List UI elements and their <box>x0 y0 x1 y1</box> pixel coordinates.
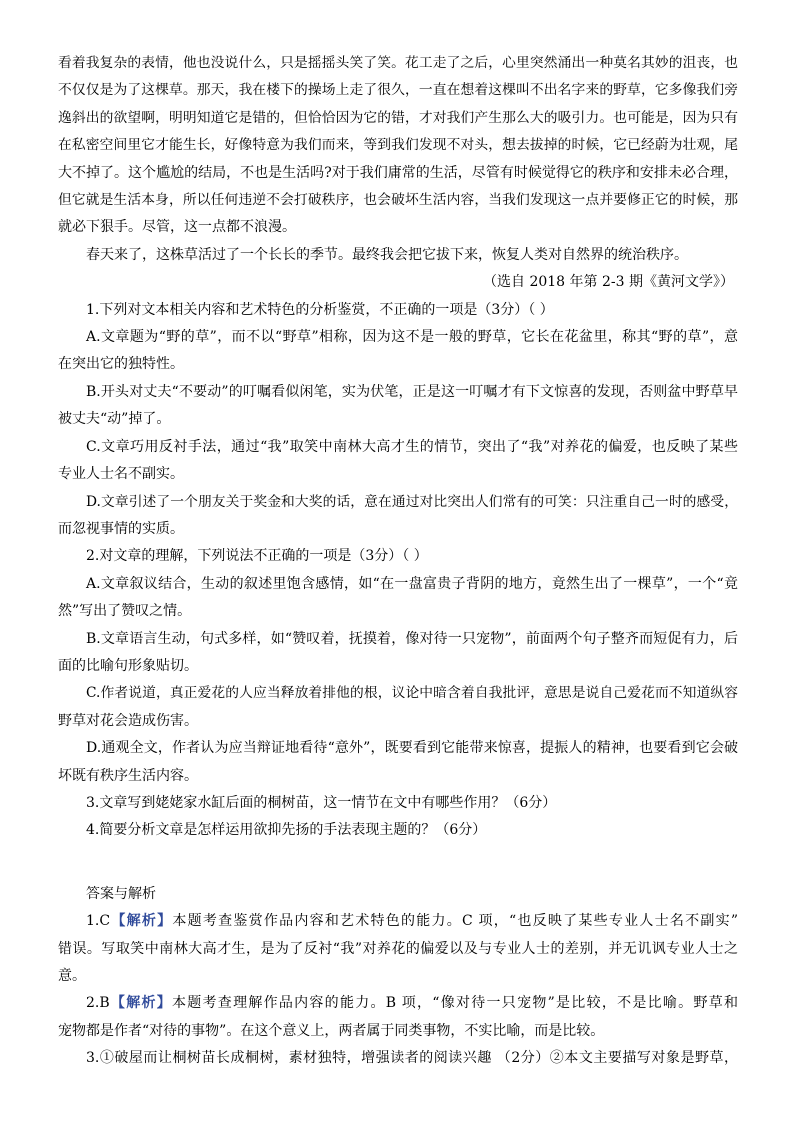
question-1-option-d: D.文章引述了一个朋友关于奖金和大奖的话，意在通过对比突出人们常有的可笑：只注重自己一时的感受， <box>86 493 738 510</box>
question-3: 3.文章写到姥姥家水缸后面的桐树苗，这一情节在文中有哪些作用？（6分） <box>86 794 557 811</box>
question-2-option-c: C.作者说道，真正爱花的人应当释放着排他的根，议论中暗含着自我批评，意思是说自己爱花而不知道纵容 <box>86 685 738 702</box>
question-1-option-b-cont: 被丈夫“动”掉了。 <box>58 411 171 428</box>
answer-1-cont: 意。 <box>58 968 86 984</box>
answer-1-text: 本题考查鉴赏作品内容和艺术特色的能力。C 项，“也反映了某些专业人士名不副实” <box>172 913 738 930</box>
analysis-tag: 【解析】 <box>109 995 172 1012</box>
question-4: 4.简要分析文章是怎样运用欲抑先扬的手法表现主题的？（6分） <box>86 822 487 839</box>
question-1-option-c: C.文章巧用反衬手法，通过“我”取笑中南林大高才生的情节，突出了“我”对养花的偏爱，也反映了某些 <box>86 438 738 455</box>
answer-1-number: 1.C <box>86 913 111 930</box>
question-2-option-d: D.通观全文，作者认为应当辩证地看待“意外”，既要看到它能带来惊喜，提振人的精神，也要看到它会破 <box>86 740 738 757</box>
passage-line: 就必下狠手。尽管，这一点都不浪漫。 <box>58 219 296 236</box>
question-1-option-c-cont: 专业人士名不副实。 <box>58 466 184 483</box>
question-2-stem: 2.对文章的理解，下列说法不正确的一项是（3分）（ ） <box>86 548 428 565</box>
section-gap <box>58 845 738 881</box>
passage-line: 不仅仅是为了这棵草。那天，我在楼下的操场上走了很久，一直在想着这棵叫不出名字来的野草，它多像我们旁 <box>58 82 738 99</box>
question-2-option-a-cont: 然”写出了赞叹之情。 <box>58 603 192 620</box>
answer-2-text: 本题考查理解作品内容的能力。B 项，“像对待一只宠物”是比较，不是比喻。野草和 <box>172 995 738 1012</box>
question-2-option-b: B.文章语言生动，句式多样，如“赞叹着，抚摸着，像对待一只宠物”，前面两个句子整齐而短促有力，后 <box>86 630 738 647</box>
questions <box>58 297 738 845</box>
answers <box>58 881 738 1073</box>
document-page <box>58 50 738 1073</box>
answer-1-cont: 错误。写取笑中南林大高才生，是为了反衬“我”对养花的偏爱以及与专业人士的差别，并无讥讽专业人士之 <box>58 940 738 957</box>
passage-line: 看着我复杂的表情，他也没说什么，只是摇摇头笑了笑。花工走了之后，心里突然涌出一种莫名其妙的沮丧，也 <box>58 55 738 71</box>
source-citation: （选自 2018 年第 2-3 期《黄河文学》） <box>483 274 734 291</box>
answer-1-line <box>58 908 738 935</box>
question-1-option-d-cont: 而忽视事情的实质。 <box>58 520 184 537</box>
question-2-option-a: A.文章叙议结合，生动的叙述里饱含感情，如“在一盘富贵子背阴的地方，竟然生出了一棵草”，一个“竟 <box>86 575 738 592</box>
question-2-option-b-cont: 面的比喻句形象贴切。 <box>58 657 198 674</box>
question-2-option-c-cont: 野草对花会造成伤害。 <box>58 712 198 729</box>
passage-line: 但它就是生活本身，所以任何违逆不会打破秩序，也会破坏生活内容，当我们发现这一点并要修正它的时候，那 <box>58 192 738 209</box>
passage-line: 大不掉了。这个尴尬的结局，不也是生活吗?对于我们庸常的生活，尽管有时候觉得它的秩序和安排未必合理， <box>58 164 738 181</box>
passage <box>58 50 738 297</box>
passage-closing: 春天来了，这株草活过了一个长长的季节。最终我会把它拔下来，恢复人类对自然界的统治秩序。 <box>86 246 688 263</box>
answers-heading: 答案与解析 <box>86 885 156 902</box>
analysis-tag: 【解析】 <box>110 913 173 930</box>
answer-2-cont: 宠物都是作者“对待的事物”。在这个意义上，两者属于同类事物，不实比喻，而是比较。 <box>58 1022 605 1039</box>
question-2-option-d-cont: 坏既有秩序生活内容。 <box>58 767 198 784</box>
passage-line: 逸斜出的欲望啊，明明知道它是错的，但恰恰因为它的错，才对我们产生那么大的吸引力。也可能是，因为只有 <box>58 109 738 126</box>
question-1-option-a-cont: 在突出它的独特性。 <box>58 356 184 373</box>
passage-line: 在私密空间里它才能生长，好像特意为我们而来，等到我们发现不对头，想去拔掉的时候，它已经蔚为壮观，尾 <box>58 137 738 154</box>
answer-2-line <box>58 990 738 1017</box>
question-1-option-b: B.开头对丈夫“不要动”的叮嘱看似闲笔，实为伏笔，正是这一叮嘱才有下文惊喜的发现，否则盆中野草早 <box>86 383 738 400</box>
answer-3-line: 3.①破屋而让桐树苗长成桐树，素材独特，增强读者的阅读兴趣 （2分）②本文主要描写对象是野草， <box>86 1050 738 1067</box>
answer-2-number: 2.B <box>86 995 110 1012</box>
question-1-option-a: A.文章题为“野的草”，而不以“野草”相称，因为这不是一般的野草，它长在花盆里，称其“野的草”，意 <box>86 329 738 346</box>
question-1-stem: 1.下列对文本相关内容和艺术特色的分析鉴赏，不正确的一项是（3分）（ ） <box>86 301 554 318</box>
